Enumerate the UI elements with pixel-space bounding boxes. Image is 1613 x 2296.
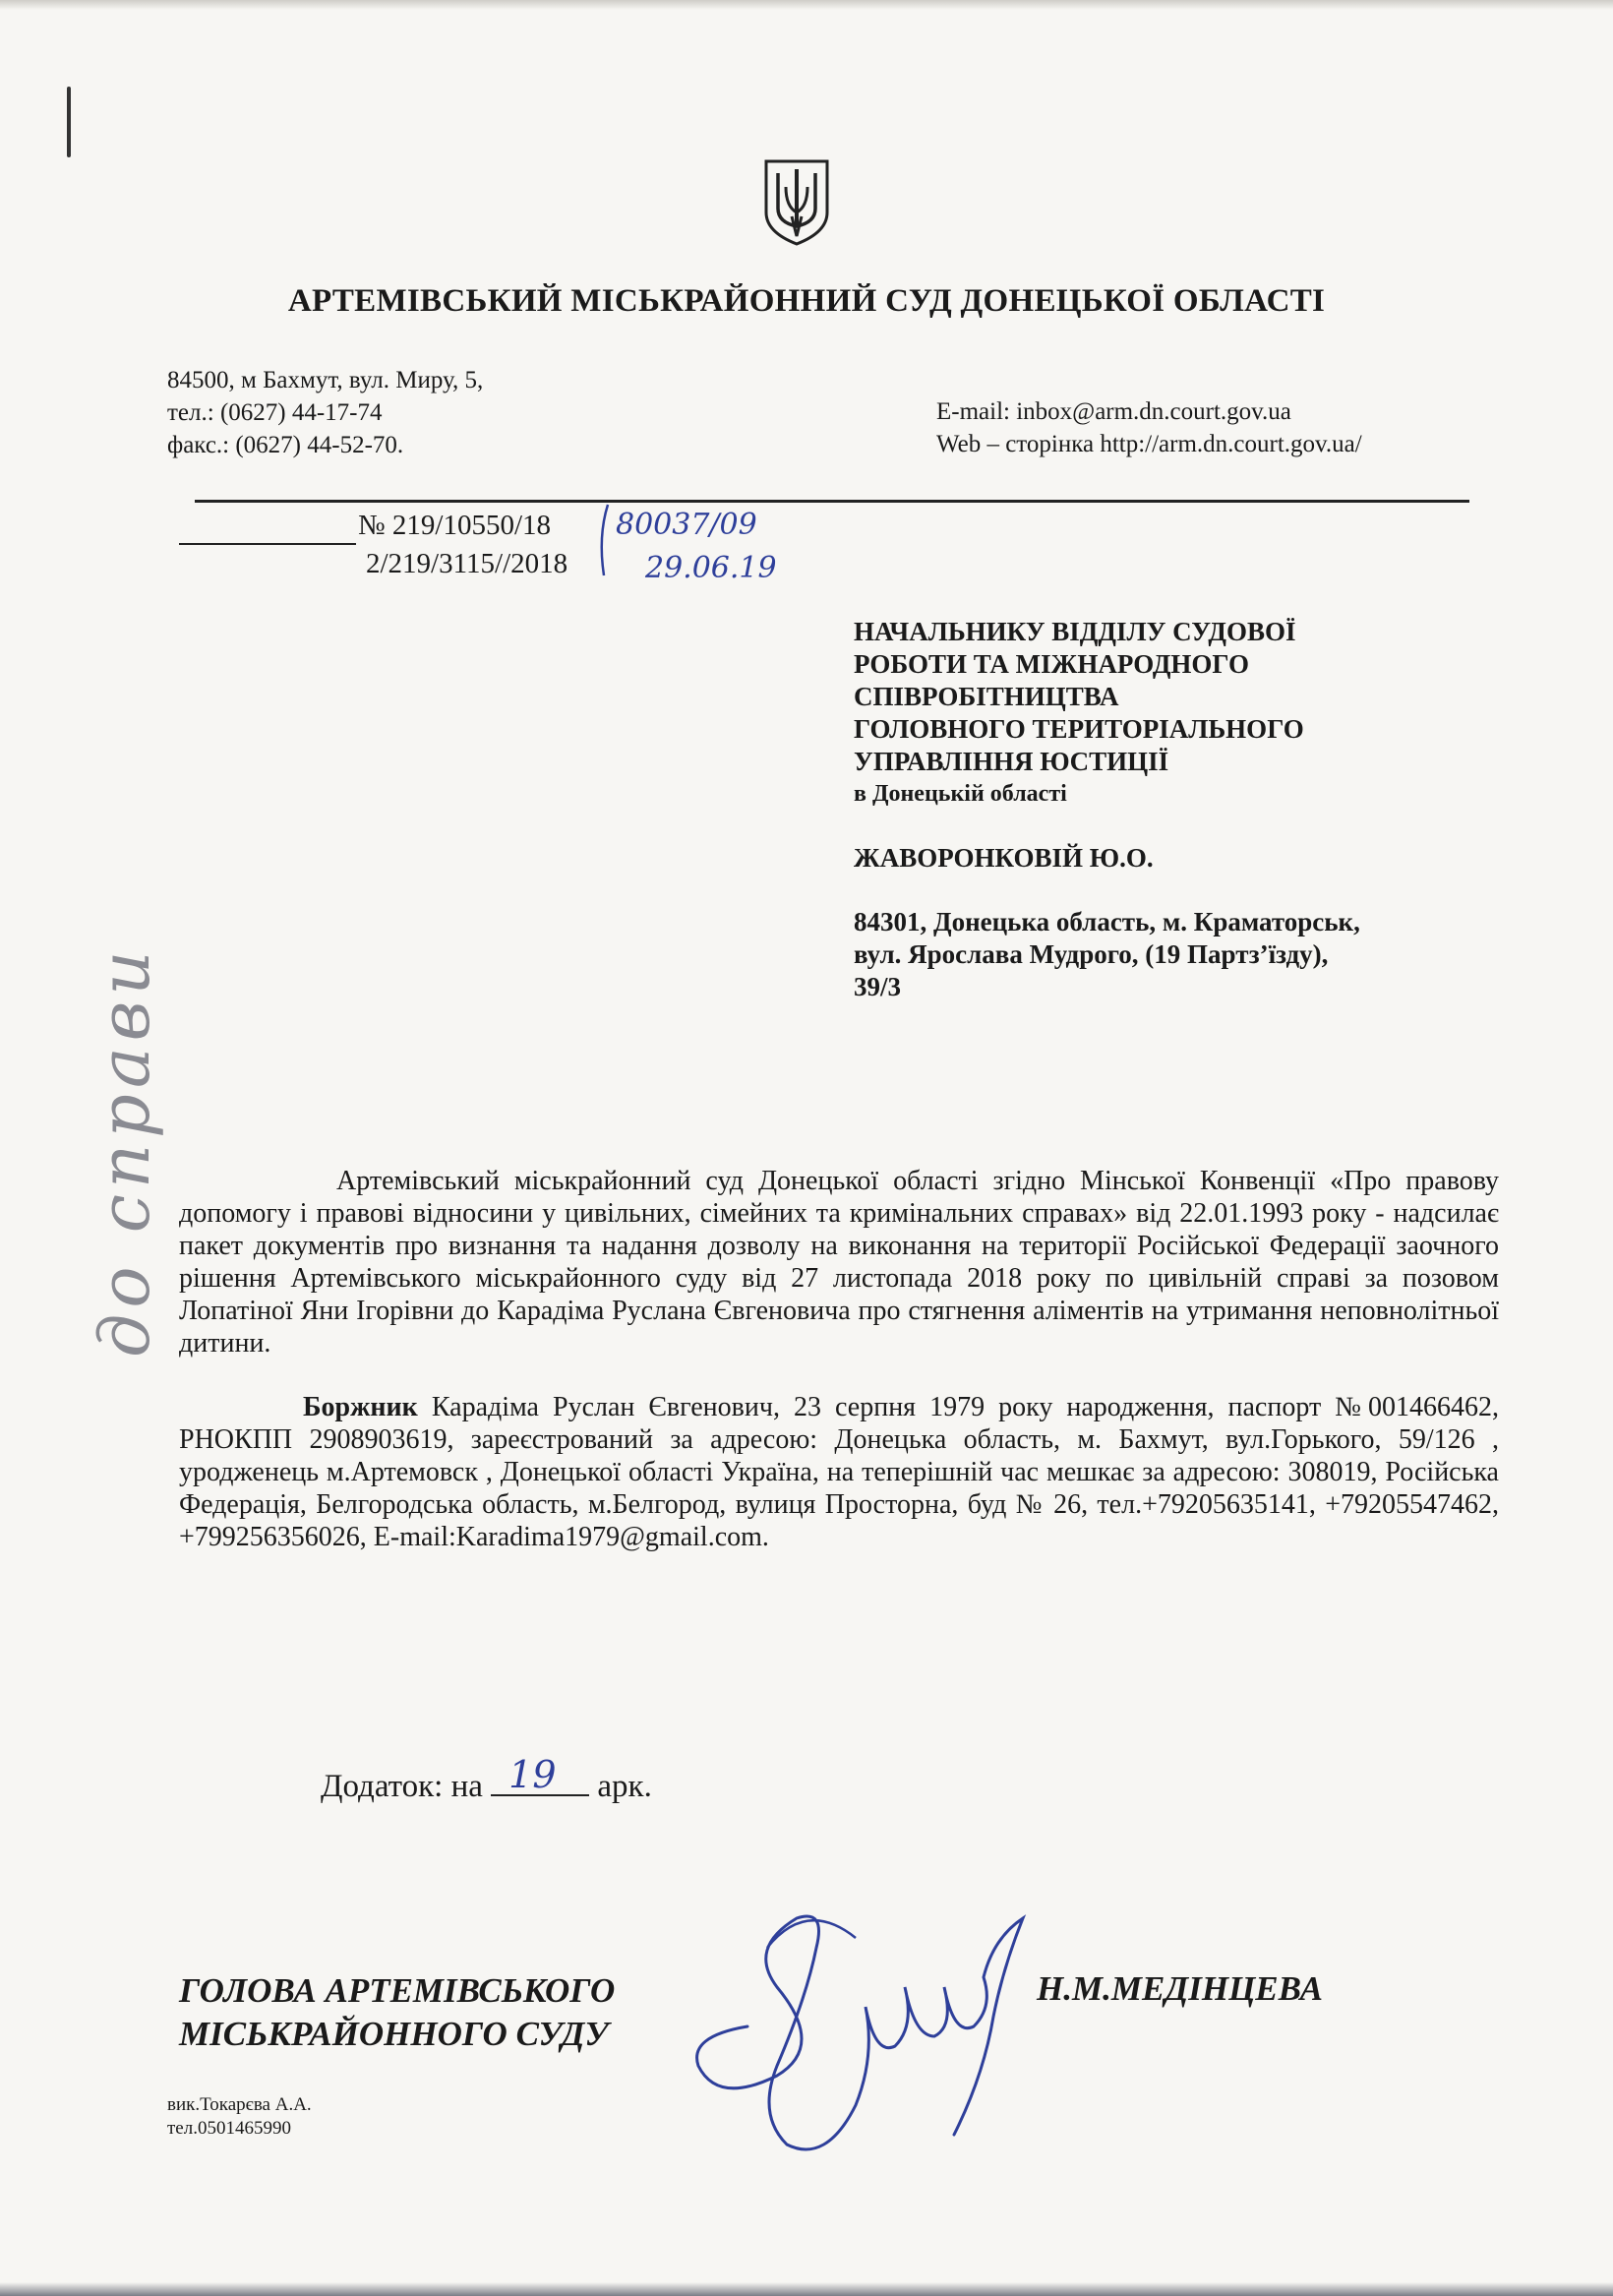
debtor-details: Карадіма Руслан Євгенович, 23 серпня 1979 року народження, паспорт №001466462, РНОКПП 2908903619, зареєстрований за адресою: Донецька область, м. Бахмут, вул.Горького, 59/126 , уродженець м.Артемовск , Донецької області Україна, на теперішній час мешкає за адресою: 308019, Російська Федерація, Белгородська область, м.Белгород, вулиця Просторна, буд № 26, тел.+79205635141, +79205547462, +799256356026, E-mail:Karadima1979@gmail.com. [179, 1392, 1499, 1552]
addressee-line: СПІВРОБІТНИЦТВА [854, 682, 1119, 711]
reference-underline [179, 543, 356, 545]
addressee-address-line: 84301, Донецька область, м. Краматорськ, [854, 907, 1360, 937]
executor-name: вик.Токарєва А.А. [167, 2094, 312, 2115]
addressee-line: УПРАВЛІННЯ ЮСТИЦІЇ [854, 747, 1169, 776]
margin-note-text: до справи [85, 944, 165, 1358]
addressee-region: в Донецькій області [854, 781, 1067, 807]
addressee-line: ГОЛОВНОГО ТЕРИТОРІАЛЬНОГО [854, 714, 1304, 744]
debtor-paragraph [179, 1391, 1499, 1553]
attachment-line [321, 1753, 652, 1805]
signatory-name: Н.М.МЕДІНЦЕВА [1037, 1969, 1323, 2008]
attachment-suffix: арк. [597, 1769, 652, 1804]
addressee-block [854, 616, 1464, 1003]
margin-mark [67, 87, 71, 157]
handwritten-reg-number: 80037/09 [616, 508, 757, 542]
case-number: № 219/10550/18 [358, 510, 552, 541]
scan-top-edge [0, 0, 1613, 10]
scan-bottom-edge [0, 2282, 1613, 2296]
handwritten-signature [629, 1879, 1043, 2174]
court-address: 84500, м Бахмут, вул. Миру, 5, [167, 367, 484, 393]
court-contacts [167, 364, 483, 461]
proceeding-number: 2/219/3115//2018 [366, 548, 568, 579]
court-title: АРТЕМІВСЬКИЙ МІСЬКРАЙОННИЙ СУД ДОНЕЦЬКОЇ ОБЛАСТІ [287, 283, 1326, 319]
addressee-line: РОБОТИ ТА МІЖНАРОДНОГО [854, 649, 1249, 679]
executor-info [167, 2093, 312, 2141]
letter-body [179, 1165, 1499, 1553]
body-paragraph: Артемівський міськрайонний суд Донецької області згідно Мінської Конвенції «Про правову допомогу і правові відносини у цивільних, сімейних та кримінальних справах» від 22.01.1993 року - надсилає пакет документів про визнання та надання дозволу на виконання на території Російської Федерації заочного рішення Артемівського міськрайонного суду від 27 листопада 2018 року по цивільній справі за позовом Лопатіної Яни Ігорівни до Карадіма Руслана Євгеновича про стягнення аліментів на утримання неповнолітньої дитини. [179, 1166, 1499, 1359]
addressee-address-line: вул. Ярослава Мудрого, (19 Партз’їзду), [854, 939, 1329, 969]
court-fax: факс.: (0627) 44-52-70. [167, 432, 404, 458]
trident-emblem-icon [760, 157, 833, 246]
addressee-name: ЖАВОРОНКОВІЙ Ю.О. [854, 843, 1154, 873]
handwritten-reg-date: 29.06.19 [645, 551, 777, 585]
court-email: E-mail: inbox@arm.dn.court.gov.ua [936, 398, 1291, 425]
court-phone: тел.: (0627) 44-17-74 [167, 399, 383, 426]
court-online-contacts [936, 395, 1362, 460]
handwritten-registration [596, 497, 822, 590]
attachment-blank [491, 1753, 589, 1796]
signatory-position [179, 1969, 615, 2056]
addressee-address-line: 39/3 [854, 972, 902, 1001]
attachment-count: 19 [508, 1753, 557, 1796]
executor-phone: тел.0501465990 [167, 2118, 291, 2139]
debtor-label: Боржник [303, 1392, 418, 1422]
header-divider [195, 500, 1469, 503]
attachment-prefix: Додаток: на [321, 1769, 483, 1804]
court-website: Web – сторінка http://arm.dn.court.gov.ua/ [936, 431, 1362, 457]
addressee-line: НАЧАЛЬНИКУ ВІДДІЛУ СУДОВОЇ [854, 617, 1296, 646]
signatory-position-line: ГОЛОВА АРТЕМІВСЬКОГО [179, 1971, 616, 2010]
margin-note [85, 944, 173, 1358]
signatory-position-line: МІСЬКРАЙОННОГО СУДУ [179, 2015, 609, 2053]
